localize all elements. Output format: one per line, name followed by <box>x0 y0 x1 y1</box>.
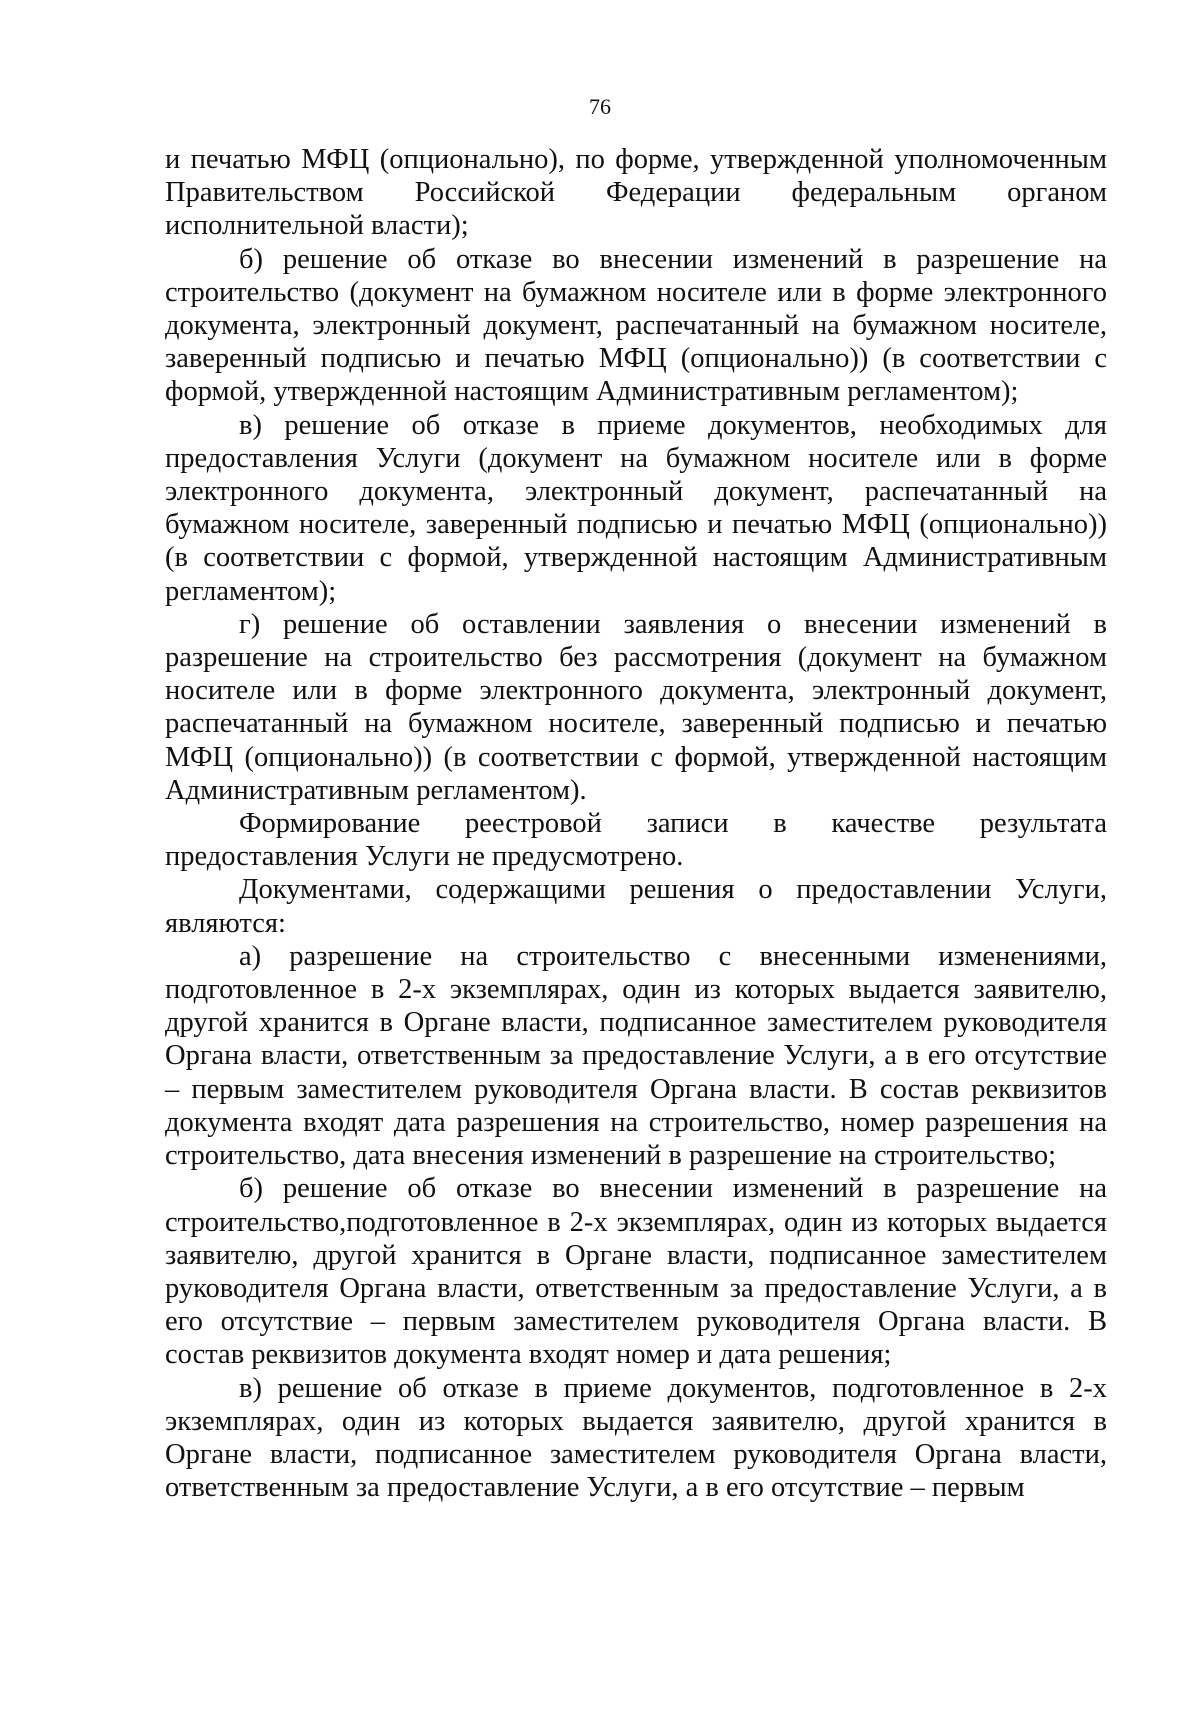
list-item-v-refusal-acceptance: в) решение об отказе в приеме документов, подготовленное в 2-х экземплярах, один из которых выдается заявителю, другой хранится в Органе власти, подписанное заместителем руководителя Органа власти, ответственным за предоставление Услуги, а в его отсутствие – первым <box>165 1372 1107 1504</box>
list-item-b-refusal-decision: б) решение об отказе во внесении изменений в разрешение на строительство,подготовленное в 2-х экземплярах, один из которых выдается заявителю, другой хранится в Органе власти, подписанное заместителем руководителя Органа власти, ответственным за предоставление Услуги, а в его отсутствие – первым заместителем руководителя Органа власти. В состав реквизитов документа входят номер и дата решения; <box>165 1173 1107 1371</box>
paragraph-continuation: и печатью МФЦ (опционально), по форме, утвержденной уполномоченным Правительством Российской Федерации федеральным органом исполнительной власти); <box>165 144 1107 242</box>
list-item-a-permit-with-changes: а) разрешение на строительство с внесенными изменениями, подготовленное в 2-х экземплярах, один из которых выдается заявителю, другой хранится в Органе власти, подписанное заместителем руководителя Органа власти, ответственным за предоставление Услуги, а в его отсутствие – первым заместителем руководителя Органа власти. В состав реквизитов документа входят дата разрешения на строительство, номер разрешения на строительство, дата внесения изменений в разрешение на строительство; <box>165 940 1107 1172</box>
page-number: 76 <box>589 94 611 119</box>
list-item-g-leave-without-review: г) решение об оставлении заявления о внесении изменений в разрешение на строительство без рассмотрения (документ на бумажном носителе или в форме электронного документа, электронный документ, распечатанный на бумажном носителе, заверенный подписью и печатью МФЦ (опционально)) (в соответствии с формой, утвержденной настоящим Административным регламентом). <box>165 608 1107 806</box>
paragraph-registry-record: Формирование реестровой записи в качестве результата предоставления Услуги не предусмотрено. <box>165 808 1107 873</box>
paragraph-documents-intro: Документами, содержащими решения о предоставлении Услуги, являются: <box>165 874 1107 939</box>
list-item-v-refusal-documents: в) решение об отказе в приеме документов, необходимых для предоставления Услуги (документ на бумажном носителе или в форме электронного документа, электронный документ, распечатанный на бумажном носителе, заверенный подписью и печатью МФЦ (опционально)) (в соответствии с формой, утвержденной настоящим Административным регламентом); <box>165 409 1107 607</box>
document-body <box>165 143 1107 1504</box>
list-item-b-refusal-changes: б) решение об отказе во внесении изменений в разрешение на строительство (документ на бумажном носителе или в форме электронного документа, электронный документ, распечатанный на бумажном носителе, заверенный подписью и печатью МФЦ (опционально)) (в соответствии с формой, утвержденной настоящим Административным регламентом); <box>165 243 1107 408</box>
